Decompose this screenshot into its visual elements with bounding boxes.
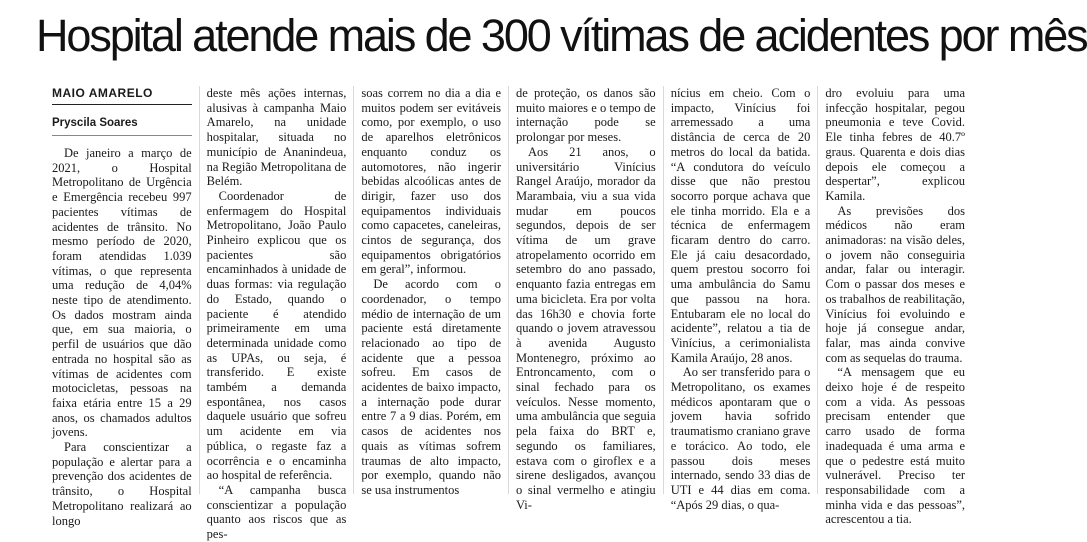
- section-kicker: MAIO AMARELO: [52, 86, 192, 105]
- paragraph: Coordenador de enfermagem do Hospital Metropolitano, João Paulo Pinheiro explicou que os pacientes são encaminhados à unidade de duas formas: via regulação do Estado, quando o paciente é atendido primeiramente em uma determinada unidade como as UPAs, ou seja, é transferido. E existe também a demanda espontânea, nos casos daquele usuário que sofreu um acidente em via pública, o regaste faz a ocorrência e o encaminha ao hospital de referência.: [206, 188, 347, 483]
- column-5: [663, 86, 818, 512]
- column-1: [52, 86, 199, 528]
- column-2: [199, 86, 354, 542]
- author-byline: Pryscila Soares: [52, 117, 192, 136]
- paragraph: de proteção, os danos são muito maiores e o tempo de internação pode se prolongar por meses.: [516, 86, 656, 145]
- column-6: [817, 86, 972, 527]
- column-3: [353, 86, 508, 497]
- paragraph: Aos 21 anos, o universitário Vinícius Rangel Araújo, morador da Marambaia, viu a sua vida mudar em poucos segundos, depois de ser vítima de um grave atropelamento ocorrido em setembro do ano passado, enquanto fazia entregas em uma bicicleta. Era por volta das 16h30 e chovia forte quando o jovem atravessou à avenida Augusto Montenegro, próximo ao Entroncamento, com o sinal fechado para os veículos. Nesse momento, uma ambulância que seguia pela faixa do BRT e, segundo os familiares, estava com o giroflex e a sirene desligados, avançou o sinal vermelho e atingiu Vi-: [516, 144, 656, 512]
- paragraph: nícius em cheio. Com o impacto, Vinícius foi arremessado a uma distância de cerca de 20 metros do local da batida. “A condutora do veículo disse que não prestou socorro porque achava que ele tinha morrido. Ela e a técnica de enfermagem ficaram dentro do carro. Ele já caiu desacordado, quem prestou socorro foi uma ambulância do Samu que passou na hora. Entubaram ele no local do acidente”, relatou a tia de Vinícius, a cerimonialista Kamila Araújo, 28 anos.: [670, 86, 811, 365]
- paragraph: As previsões dos médicos não eram animadoras: na visão deles, o jovem não conseguiria andar, falar ou interagir. Com o passar dos meses e os trabalhos de reabilitação, Vinícius foi evoluindo e hoje já consegue andar, falar, mas ainda convive com as sequelas do trauma.: [825, 203, 966, 365]
- paragraph: “A campanha busca conscientizar a população quanto aos riscos que as pes-: [206, 482, 347, 542]
- paragraph: dro evoluiu para uma infecção hospitalar, pegou pneumonia e teve Covid. Ele tinha febres de 40.7º graus. Quarenta e dois dias depois ele começou a despertar”, explicou Kamila.: [825, 86, 966, 203]
- article-body: [52, 86, 972, 542]
- paragraph: Para conscientizar a população e alertar para a prevenção dos acidentes de trânsito, o Hospital Metropolitano realizará ao longo: [52, 440, 192, 528]
- paragraph: De acordo com o coordenador, o tempo médio de internação de um paciente está diretamente relacionado ao tipo de acidente que a pessoa sofreu. Em casos de acidentes de baixo impacto, a internação pode durar entre 7 a 9 dias. Porém, em casos de acidentes nos quais as vítimas sofrem traumas de alto impacto, por exemplo, quando não se usa instrumentos: [361, 277, 502, 497]
- headline: Hospital atende mais de 300 vítimas de acidentes por mês: [36, 10, 1087, 61]
- paragraph: soas correm no dia a dia e muitos podem ser evitáveis como, por exemplo, o uso de aparelhos eletrônicos enquanto conduz os automotores, não ingerir bebidas alcoólicas antes de dirigir, fazer uso dos equipamentos individuais como capacetes, caneleiras, cintos de segurança, dos equipamentos obrigatórios em geral”, informou.: [361, 86, 502, 277]
- paragraph: Ao ser transferido para o Metropolitano, os exames médicos apontaram que o jovem havia sofrido traumatismo craniano grave e torácico. Ao todo, ele passou dois meses internado, sendo 33 dias de UTI e 44 dias em coma. “Após 29 dias, o qua-: [670, 365, 811, 512]
- paragraph: De janeiro a março de 2021, o Hospital Metropolitano de Urgência e Emergência recebeu 997 pacientes vítimas de acidentes de trânsito. No mesmo período de 2020, foram atendidas 1.039 vítimas, o que representa uma redução de 4,04% neste tipo de atendimento. Os dados mostram ainda que, em sua maioria, o perfil de usuários que dão entrada no hospital são as vítimas de acidentes com motocicletas, pessoas na faixa etária entre 15 a 29 anos, os chamados adultos jovens.: [52, 146, 192, 440]
- paragraph: deste mês ações internas, alusivas à campanha Maio Amarelo, na unidade hospitalar, situada no município de Ananindeua, na Região Metropolitana de Belém.: [206, 86, 347, 189]
- paragraph: “A mensagem que eu deixo hoje é de respeito com a vida. As pessoas precisam entender que carro usado de forma inadequada é uma arma e que o pedestre está muito vulnerável. Preciso ter responsabilidade com a minha vida e das pessoas”, acrescentou a tia.: [825, 365, 966, 527]
- column-4: [508, 86, 663, 512]
